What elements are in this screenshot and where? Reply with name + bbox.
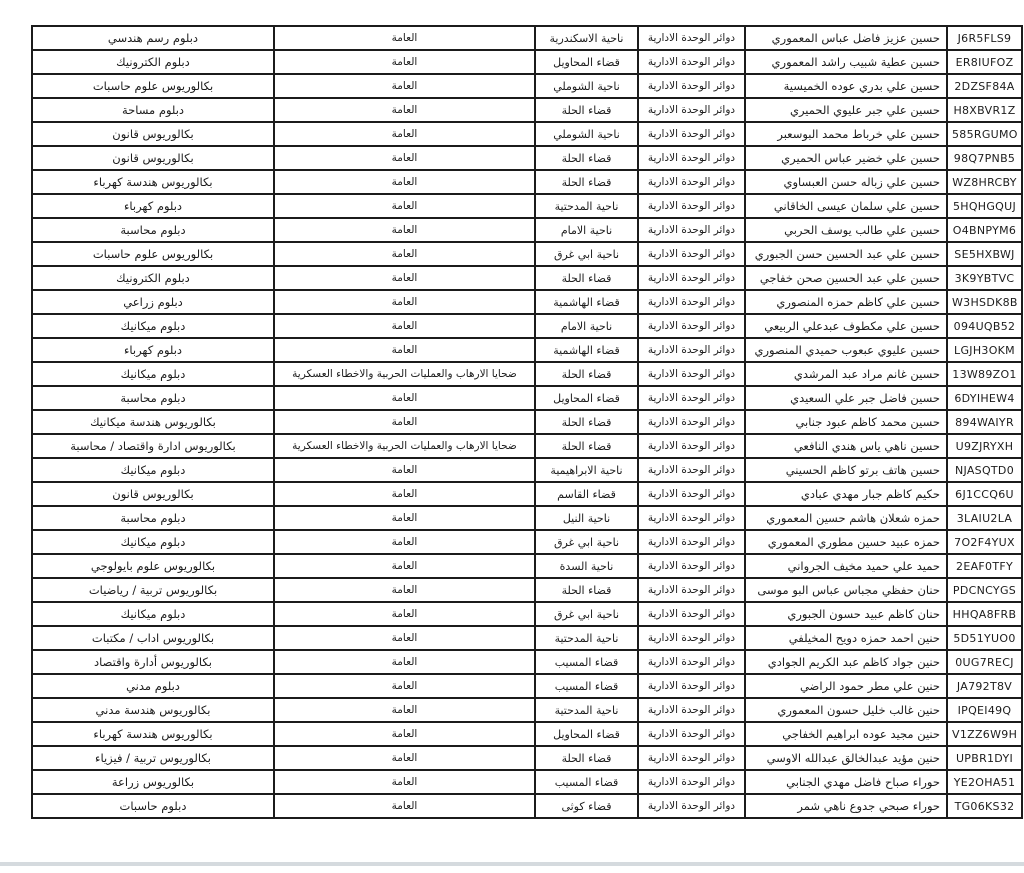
- degree-cell: بكالوريوس علوم حاسبات: [32, 242, 274, 266]
- table-row: [32, 650, 1022, 674]
- unit-cell: دوائر الوحدة الادارية: [638, 698, 745, 722]
- category-cell: العامة: [274, 194, 535, 218]
- unit-cell: دوائر الوحدة الادارية: [638, 626, 745, 650]
- id-cell: YE2OHA51: [947, 770, 1022, 794]
- id-cell: V1ZZ6W9H: [947, 722, 1022, 746]
- name-cell: حسين علي عبد الحسين حسن الجبوري: [745, 242, 947, 266]
- id-cell: 585RGUMO: [947, 122, 1022, 146]
- unit-cell: دوائر الوحدة الادارية: [638, 50, 745, 74]
- category-cell: العامة: [274, 674, 535, 698]
- unit-cell: دوائر الوحدة الادارية: [638, 722, 745, 746]
- name-cell: حسين هاتف برتو كاظم الحسيني: [745, 458, 947, 482]
- category-cell: العامة: [274, 290, 535, 314]
- table-row: [32, 722, 1022, 746]
- district-cell: قضاء المسيب: [535, 650, 638, 674]
- table-row: [32, 362, 1022, 386]
- unit-cell: دوائر الوحدة الادارية: [638, 170, 745, 194]
- name-cell: حوراء صباح فاضل مهدي الجنابي: [745, 770, 947, 794]
- unit-cell: دوائر الوحدة الادارية: [638, 434, 745, 458]
- unit-cell: دوائر الوحدة الادارية: [638, 530, 745, 554]
- id-cell: 2DZSF84A: [947, 74, 1022, 98]
- degree-cell: بكالوريوس هندسة مدني: [32, 698, 274, 722]
- category-cell: العامة: [274, 698, 535, 722]
- district-cell: قضاء الهاشمية: [535, 290, 638, 314]
- category-cell: العامة: [274, 626, 535, 650]
- id-cell: LGJH3OKM: [947, 338, 1022, 362]
- id-cell: NJASQTD0: [947, 458, 1022, 482]
- table-row: [32, 578, 1022, 602]
- table-row: [32, 74, 1022, 98]
- id-cell: ER8IUFOZ: [947, 50, 1022, 74]
- degree-cell: بكالوريوس اداب / مكتبات: [32, 626, 274, 650]
- table-row: [32, 386, 1022, 410]
- degree-cell: دبلوم مساحة: [32, 98, 274, 122]
- district-cell: ناحية الشوملي: [535, 122, 638, 146]
- records-table-body: [32, 26, 1022, 818]
- id-cell: 0UG7RECJ: [947, 650, 1022, 674]
- district-cell: قضاء الحلة: [535, 434, 638, 458]
- degree-cell: دبلوم رسم هندسي: [32, 26, 274, 50]
- category-cell: العامة: [274, 554, 535, 578]
- district-cell: ناحية الاسكندرية: [535, 26, 638, 50]
- category-cell: العامة: [274, 530, 535, 554]
- id-cell: 6J1CCQ6U: [947, 482, 1022, 506]
- id-cell: 094UQB52: [947, 314, 1022, 338]
- id-cell: O4BNPYM6: [947, 218, 1022, 242]
- table-row: [32, 626, 1022, 650]
- degree-cell: بكالوريوس هندسة كهرباء: [32, 722, 274, 746]
- category-cell: العامة: [274, 386, 535, 410]
- name-cell: حسين فاضل جبر علي السعيدي: [745, 386, 947, 410]
- name-cell: حسين علي عبد الحسين صحن خفاجي: [745, 266, 947, 290]
- id-cell: H8XBVR1Z: [947, 98, 1022, 122]
- unit-cell: دوائر الوحدة الادارية: [638, 266, 745, 290]
- district-cell: ناحية ابي غرق: [535, 530, 638, 554]
- name-cell: حسين عليوي عبعوب حميدي المنصوري: [745, 338, 947, 362]
- unit-cell: دوائر الوحدة الادارية: [638, 602, 745, 626]
- unit-cell: دوائر الوحدة الادارية: [638, 770, 745, 794]
- category-cell: العامة: [274, 314, 535, 338]
- district-cell: قضاء الحلة: [535, 362, 638, 386]
- category-cell: العامة: [274, 242, 535, 266]
- unit-cell: دوائر الوحدة الادارية: [638, 410, 745, 434]
- name-cell: حنان كاظم عبيد حسون الجبوري: [745, 602, 947, 626]
- degree-cell: دبلوم كهرباء: [32, 194, 274, 218]
- district-cell: قضاء المسيب: [535, 674, 638, 698]
- unit-cell: دوائر الوحدة الادارية: [638, 242, 745, 266]
- category-cell: العامة: [274, 26, 535, 50]
- unit-cell: دوائر الوحدة الادارية: [638, 482, 745, 506]
- name-cell: حمزه عبيد حسين مطوري المعموري: [745, 530, 947, 554]
- table-row: [32, 146, 1022, 170]
- id-cell: UPBR1DYI: [947, 746, 1022, 770]
- table-row: [32, 458, 1022, 482]
- id-cell: 13W89ZO1: [947, 362, 1022, 386]
- degree-cell: بكالوريوس زراعة: [32, 770, 274, 794]
- table-row: [32, 554, 1022, 578]
- district-cell: قضاء كوثى: [535, 794, 638, 818]
- name-cell: حنين مؤيد عبدالخالق عبدالله الاوسي: [745, 746, 947, 770]
- unit-cell: دوائر الوحدة الادارية: [638, 290, 745, 314]
- category-cell: العامة: [274, 266, 535, 290]
- name-cell: حميد علي حميد مخيف الجرواني: [745, 554, 947, 578]
- category-cell: العامة: [274, 98, 535, 122]
- bottom-divider: [0, 862, 1024, 866]
- district-cell: قضاء الحلة: [535, 98, 638, 122]
- unit-cell: دوائر الوحدة الادارية: [638, 362, 745, 386]
- name-cell: حنين جواد كاظم عبد الكريم الجوادي: [745, 650, 947, 674]
- district-cell: ناحية ابي غرق: [535, 602, 638, 626]
- name-cell: حسين علي جبر عليوي الحميري: [745, 98, 947, 122]
- name-cell: حوراء صبحي جدوع ناهي شمر: [745, 794, 947, 818]
- category-cell: العامة: [274, 122, 535, 146]
- name-cell: حسين ناهي ياس هندي النافعي: [745, 434, 947, 458]
- id-cell: WZ8HRCBY: [947, 170, 1022, 194]
- unit-cell: دوائر الوحدة الادارية: [638, 74, 745, 98]
- district-cell: قضاء المحاويل: [535, 50, 638, 74]
- district-cell: قضاء المحاويل: [535, 722, 638, 746]
- table-row: [32, 674, 1022, 698]
- category-cell: العامة: [274, 506, 535, 530]
- degree-cell: بكالوريوس هندسة ميكانيك: [32, 410, 274, 434]
- unit-cell: دوائر الوحدة الادارية: [638, 26, 745, 50]
- degree-cell: بكالوريوس أدارة واقتصاد: [32, 650, 274, 674]
- table-row: [32, 314, 1022, 338]
- district-cell: قضاء الحلة: [535, 266, 638, 290]
- name-cell: حسين علي كاظم حمزه المنصوري: [745, 290, 947, 314]
- name-cell: حنان حفظي مجباس عباس البو موسى: [745, 578, 947, 602]
- id-cell: 5HQHGQUJ: [947, 194, 1022, 218]
- category-cell: العامة: [274, 794, 535, 818]
- category-cell: العامة: [274, 602, 535, 626]
- name-cell: حسين عطية شبيب راشد المعموري: [745, 50, 947, 74]
- id-cell: 7O2F4YUX: [947, 530, 1022, 554]
- district-cell: ناحية المدحتية: [535, 194, 638, 218]
- degree-cell: دبلوم محاسبة: [32, 506, 274, 530]
- unit-cell: دوائر الوحدة الادارية: [638, 122, 745, 146]
- degree-cell: دبلوم زراعي: [32, 290, 274, 314]
- unit-cell: دوائر الوحدة الادارية: [638, 554, 745, 578]
- table-row: [32, 338, 1022, 362]
- degree-cell: بكالوريوس قانون: [32, 146, 274, 170]
- district-cell: قضاء القاسم: [535, 482, 638, 506]
- district-cell: ناحية الشوملي: [535, 74, 638, 98]
- id-cell: U9ZJRYXH: [947, 434, 1022, 458]
- degree-cell: دبلوم ميكانيك: [32, 362, 274, 386]
- degree-cell: دبلوم ميكانيك: [32, 314, 274, 338]
- district-cell: قضاء الحلة: [535, 170, 638, 194]
- unit-cell: دوائر الوحدة الادارية: [638, 578, 745, 602]
- degree-cell: دبلوم ميكانيك: [32, 530, 274, 554]
- id-cell: 3K9YBTVC: [947, 266, 1022, 290]
- district-cell: ناحية الامام: [535, 314, 638, 338]
- name-cell: حكيم كاظم جبار مهدي عبادي: [745, 482, 947, 506]
- district-cell: قضاء الحلة: [535, 746, 638, 770]
- name-cell: حنين احمد حمزه دويح المخيلفي: [745, 626, 947, 650]
- unit-cell: دوائر الوحدة الادارية: [638, 218, 745, 242]
- records-table: [31, 25, 1023, 819]
- degree-cell: بكالوريوس هندسة كهرباء: [32, 170, 274, 194]
- category-cell: العامة: [274, 650, 535, 674]
- category-cell: العامة: [274, 170, 535, 194]
- unit-cell: دوائر الوحدة الادارية: [638, 794, 745, 818]
- name-cell: حسين علي خضير عباس الحميري: [745, 146, 947, 170]
- degree-cell: دبلوم ميكانيك: [32, 458, 274, 482]
- table-row: [32, 98, 1022, 122]
- district-cell: ناحية الامام: [535, 218, 638, 242]
- table-row: [32, 482, 1022, 506]
- table-row: [32, 746, 1022, 770]
- unit-cell: دوائر الوحدة الادارية: [638, 458, 745, 482]
- district-cell: قضاء الحلة: [535, 146, 638, 170]
- district-cell: ناحية السدة: [535, 554, 638, 578]
- category-cell: ضحايا الارهاب والعمليات الحربية والاخطاء العسكرية: [274, 434, 535, 458]
- name-cell: حنين غالب خليل حسون المعموري: [745, 698, 947, 722]
- name-cell: حنين مجيد عوده ابراهيم الخفاجي: [745, 722, 947, 746]
- district-cell: ناحية الابراهيمية: [535, 458, 638, 482]
- name-cell: حسين علي مكطوف عبدعلي الربيعي: [745, 314, 947, 338]
- degree-cell: دبلوم الكترونيك: [32, 50, 274, 74]
- table-row: [32, 266, 1022, 290]
- category-cell: العامة: [274, 338, 535, 362]
- table-row: [32, 26, 1022, 50]
- degree-cell: دبلوم محاسبة: [32, 218, 274, 242]
- unit-cell: دوائر الوحدة الادارية: [638, 338, 745, 362]
- district-cell: ناحية النيل: [535, 506, 638, 530]
- category-cell: العامة: [274, 578, 535, 602]
- unit-cell: دوائر الوحدة الادارية: [638, 386, 745, 410]
- category-cell: العامة: [274, 218, 535, 242]
- table-row: [32, 506, 1022, 530]
- name-cell: حسين علي زباله حسن العبساوي: [745, 170, 947, 194]
- district-cell: ناحية المدحتية: [535, 698, 638, 722]
- name-cell: حنين علي مطر حمود الراضي: [745, 674, 947, 698]
- table-row: [32, 170, 1022, 194]
- id-cell: 98Q7PNB5: [947, 146, 1022, 170]
- district-cell: قضاء الهاشمية: [535, 338, 638, 362]
- degree-cell: بكالوريوس علوم حاسبات: [32, 74, 274, 98]
- id-cell: JA792T8V: [947, 674, 1022, 698]
- table-row: [32, 194, 1022, 218]
- table-row: [32, 530, 1022, 554]
- degree-cell: بكالوريوس قانون: [32, 482, 274, 506]
- table-row: [32, 434, 1022, 458]
- category-cell: العامة: [274, 146, 535, 170]
- district-cell: قضاء الحلة: [535, 578, 638, 602]
- category-cell: العامة: [274, 722, 535, 746]
- table-row: [32, 242, 1022, 266]
- id-cell: J6R5FLS9: [947, 26, 1022, 50]
- degree-cell: بكالوريوس علوم بايولوجي: [32, 554, 274, 578]
- name-cell: حسين علي خرباط محمد البوسعبر: [745, 122, 947, 146]
- degree-cell: بكالوريوس تربية / فيزياء: [32, 746, 274, 770]
- id-cell: 6DYIHEW4: [947, 386, 1022, 410]
- table-row: [32, 770, 1022, 794]
- category-cell: العامة: [274, 74, 535, 98]
- unit-cell: دوائر الوحدة الادارية: [638, 194, 745, 218]
- unit-cell: دوائر الوحدة الادارية: [638, 146, 745, 170]
- degree-cell: دبلوم ميكانيك: [32, 602, 274, 626]
- name-cell: حسين علي بدري عوده الخميسية: [745, 74, 947, 98]
- unit-cell: دوائر الوحدة الادارية: [638, 506, 745, 530]
- id-cell: 3LAIU2LA: [947, 506, 1022, 530]
- table-row: [32, 50, 1022, 74]
- id-cell: TG06KS32: [947, 794, 1022, 818]
- table-row: [32, 122, 1022, 146]
- unit-cell: دوائر الوحدة الادارية: [638, 650, 745, 674]
- degree-cell: بكالوريوس ادارة واقتصاد / محاسبة: [32, 434, 274, 458]
- table-row: [32, 290, 1022, 314]
- district-cell: قضاء المسيب: [535, 770, 638, 794]
- unit-cell: دوائر الوحدة الادارية: [638, 746, 745, 770]
- unit-cell: دوائر الوحدة الادارية: [638, 98, 745, 122]
- id-cell: 5D51YUO0: [947, 626, 1022, 650]
- name-cell: حسين علي طالب يوسف الحربي: [745, 218, 947, 242]
- district-cell: قضاء المحاويل: [535, 386, 638, 410]
- table-row: [32, 602, 1022, 626]
- name-cell: حسين عزيز فاضل عباس المعموري: [745, 26, 947, 50]
- category-cell: ضحايا الارهاب والعمليات الحربية والاخطاء العسكرية: [274, 362, 535, 386]
- id-cell: SE5HXBWJ: [947, 242, 1022, 266]
- degree-cell: دبلوم كهرباء: [32, 338, 274, 362]
- table-row: [32, 218, 1022, 242]
- degree-cell: دبلوم مدني: [32, 674, 274, 698]
- unit-cell: دوائر الوحدة الادارية: [638, 314, 745, 338]
- name-cell: حسين غانم مراد عبد المرشدي: [745, 362, 947, 386]
- degree-cell: دبلوم الكترونيك: [32, 266, 274, 290]
- category-cell: العامة: [274, 482, 535, 506]
- district-cell: ناحية المدحتية: [535, 626, 638, 650]
- name-cell: حسين محمد كاظم عبود جنابي: [745, 410, 947, 434]
- degree-cell: دبلوم حاسبات: [32, 794, 274, 818]
- id-cell: 2EAF0TFY: [947, 554, 1022, 578]
- district-cell: قضاء الحلة: [535, 410, 638, 434]
- category-cell: العامة: [274, 746, 535, 770]
- name-cell: حسين علي سلمان عيسى الخاقاني: [745, 194, 947, 218]
- degree-cell: بكالوريوس قانون: [32, 122, 274, 146]
- unit-cell: دوائر الوحدة الادارية: [638, 674, 745, 698]
- category-cell: العامة: [274, 410, 535, 434]
- id-cell: W3HSDK8B: [947, 290, 1022, 314]
- id-cell: PDCNCYGS: [947, 578, 1022, 602]
- category-cell: العامة: [274, 770, 535, 794]
- degree-cell: بكالوريوس تربية / رياضيات: [32, 578, 274, 602]
- category-cell: العامة: [274, 50, 535, 74]
- table-row: [32, 698, 1022, 722]
- category-cell: العامة: [274, 458, 535, 482]
- id-cell: HHQA8FRB: [947, 602, 1022, 626]
- degree-cell: دبلوم محاسبة: [32, 386, 274, 410]
- district-cell: ناحية ابي غرق: [535, 242, 638, 266]
- id-cell: 894WAIYR: [947, 410, 1022, 434]
- table-row: [32, 794, 1022, 818]
- name-cell: حمزه شعلان هاشم حسين المعموري: [745, 506, 947, 530]
- table-row: [32, 410, 1022, 434]
- id-cell: IPQEI49Q: [947, 698, 1022, 722]
